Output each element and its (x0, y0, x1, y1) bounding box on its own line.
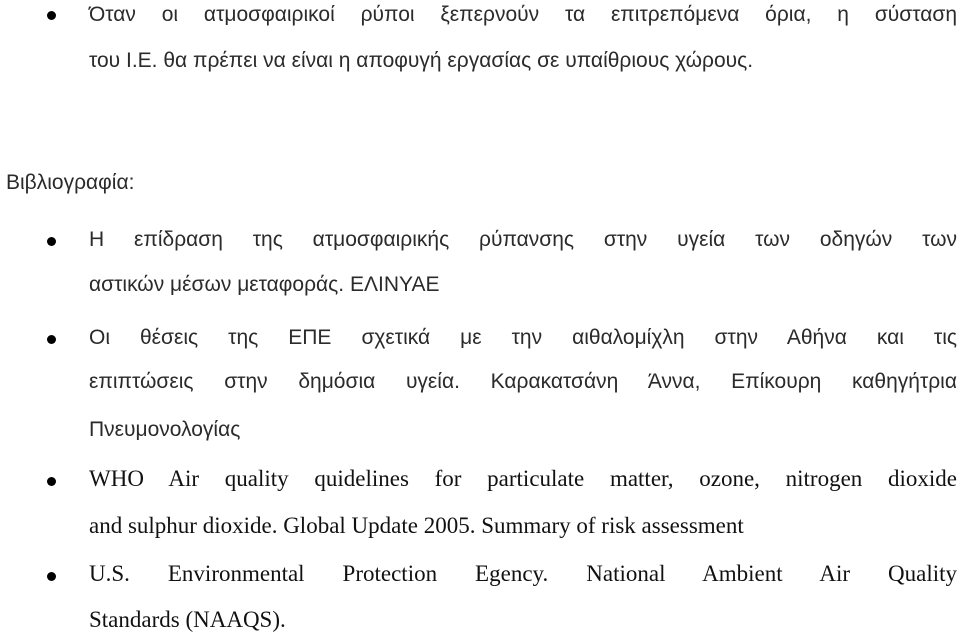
reference-line: αστικών μέσων μεταφοράς. ΕΛΙΝΥΑΕ (89, 273, 440, 296)
reference-line: Πνευμονολογίας (89, 418, 241, 441)
bullet-icon (47, 237, 56, 246)
reference-line: Οι θέσεις της ΕΠΕ σχετικά με την αιθαλομίχλη στην Αθήνα και τις (89, 326, 957, 349)
bibliography-heading: Βιβλιογραφία: (6, 171, 135, 194)
list-item-line: Όταν οι ατμοσφαιρικοί ρύποι ξεπερνούν τα επιτρεπόμενα όρια, η σύσταση (89, 3, 957, 26)
bullet-icon (47, 11, 56, 20)
bullet-icon (47, 477, 56, 486)
reference-line: επιπτώσεις στην δημόσια υγεία. Καρακατσάνη Άννα, Επίκουρη καθηγήτρια (89, 370, 957, 393)
bullet-icon (47, 335, 56, 344)
reference-line: WHO Air quality quidelines for particulate matter, ozone, nitrogen dioxide (89, 466, 957, 491)
reference-line: Standards (NAAQS). (89, 607, 286, 632)
reference-line: and sulphur dioxide. Global Update 2005. Summary of risk assessment (89, 513, 744, 538)
reference-line: U.S. Environmental Protection Egency. National Ambient Air Quality (89, 561, 957, 586)
list-item-line: του Ι.Ε. θα πρέπει να είναι η αποφυγή εργασίας σε υπαίθριους χώρους. (89, 49, 754, 72)
reference-line: Η επίδραση της ατμοσφαιρικής ρύπανσης στην υγεία των οδηγών των (89, 228, 957, 251)
bullet-icon (47, 572, 56, 581)
